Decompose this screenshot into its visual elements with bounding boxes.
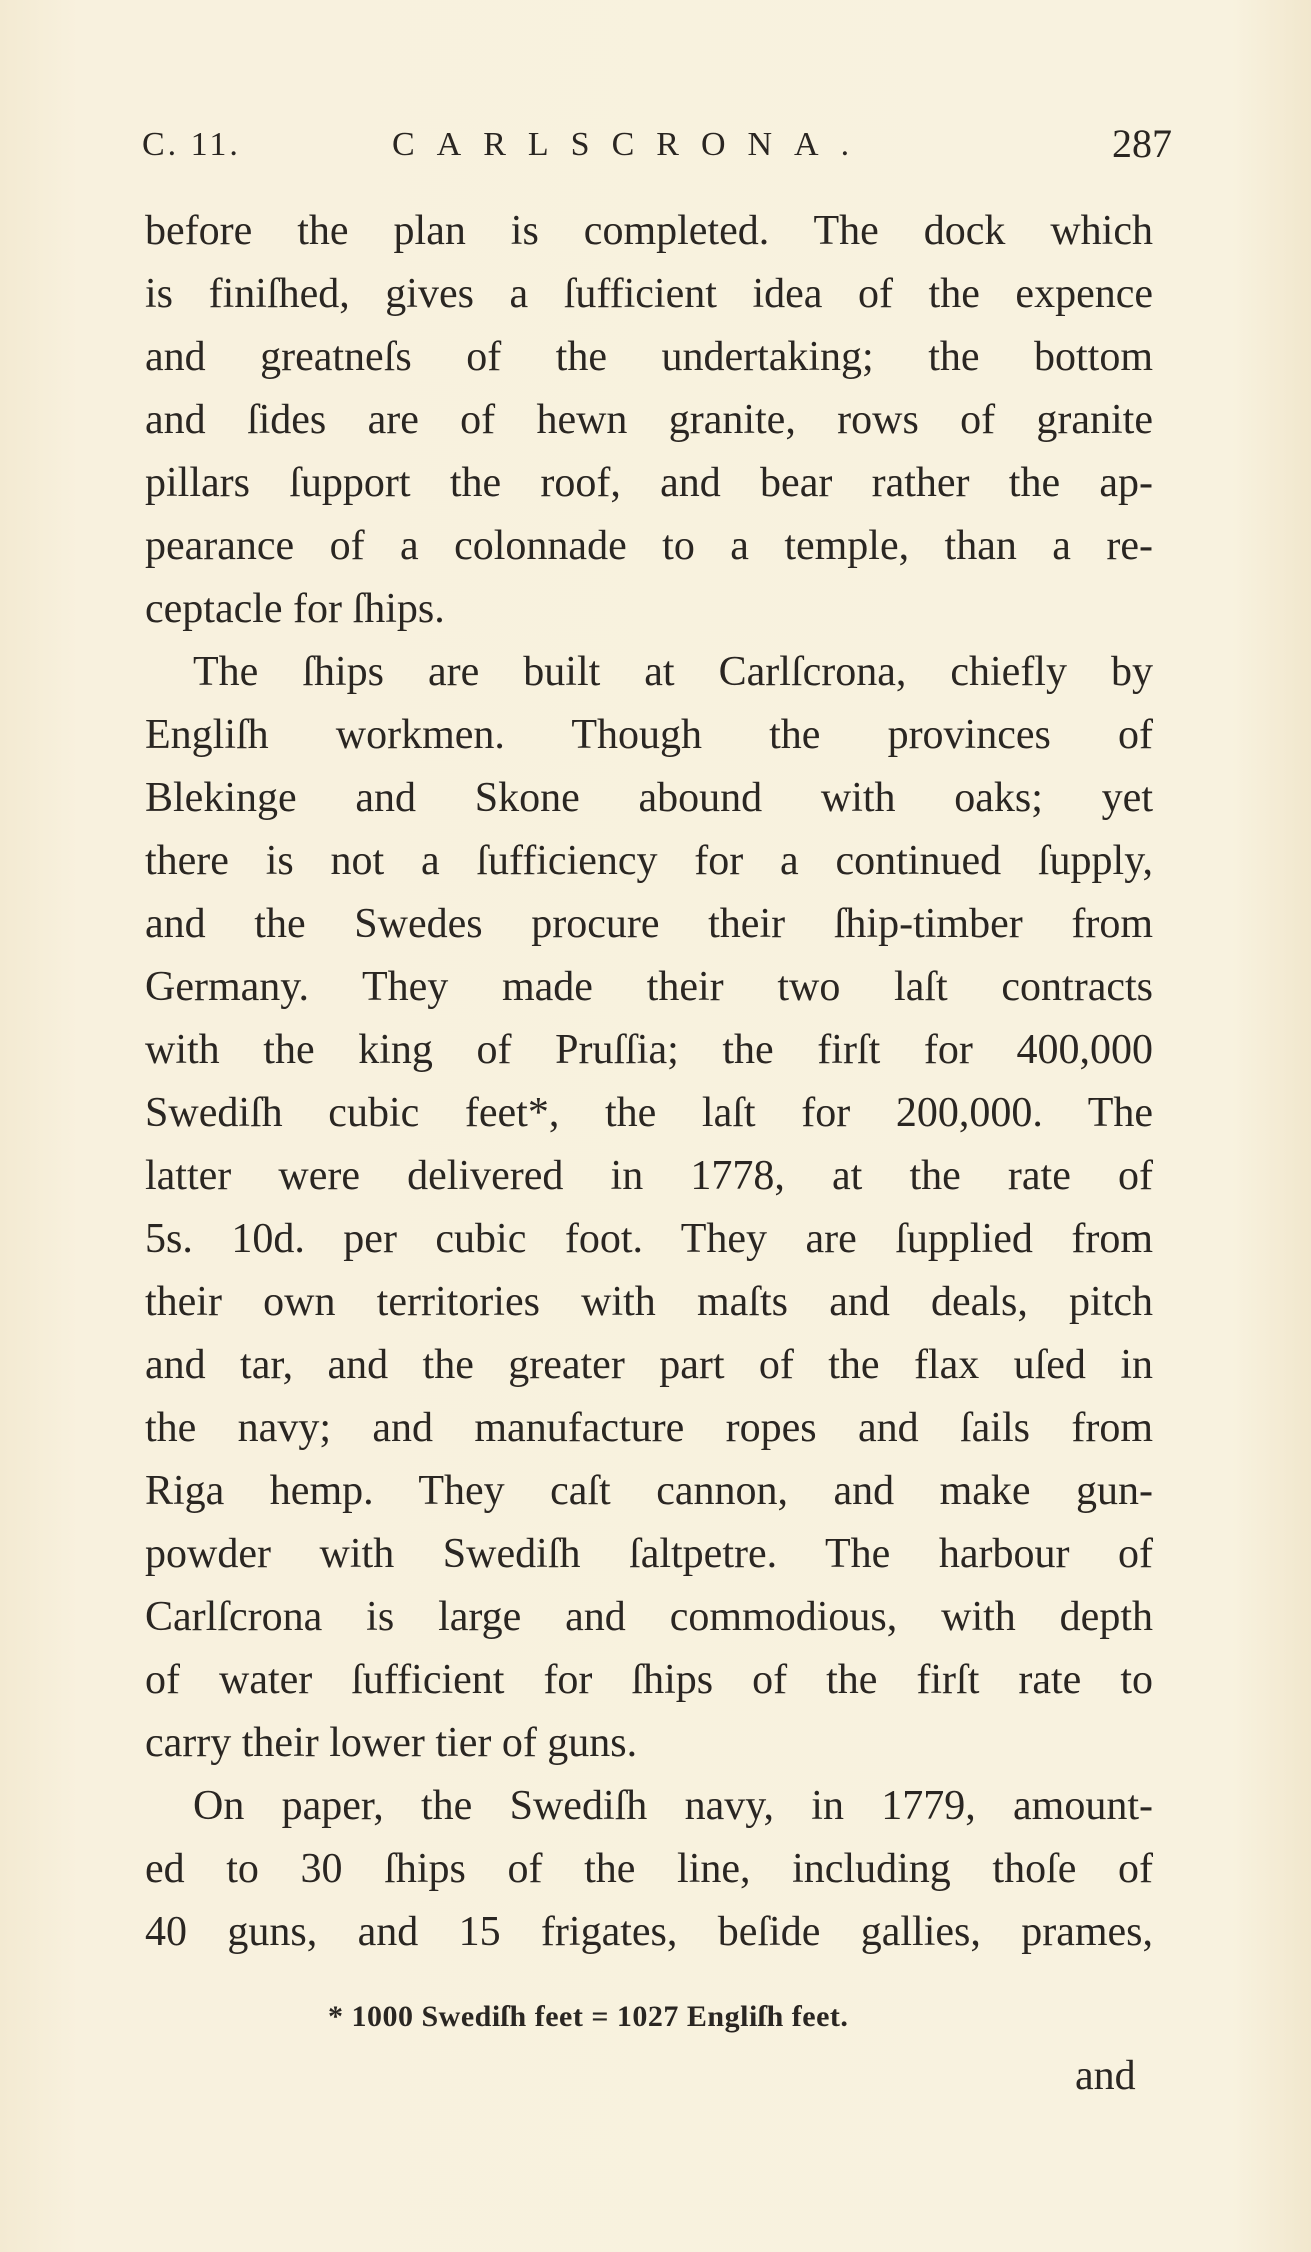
body-text [145, 200, 1153, 1964]
text-line: and tar, and the greater part of the flax uſed in [145, 1342, 1153, 1388]
text-line: 40 guns, and 15 frigates, beſide gallies, prames, [145, 1909, 1153, 1955]
running-title: CARLSCRONA. [392, 126, 872, 163]
text-line: powder with Swediſh ſaltpetre. The harbour of [145, 1531, 1153, 1577]
text-line: Swediſh cubic feet*, the laſt for 200,000. The [145, 1090, 1153, 1136]
text-line: and the Swedes procure their ſhip-timber from [145, 901, 1153, 947]
text-line: ed to 30 ſhips of the line, including thoſe of [145, 1846, 1153, 1892]
running-header [142, 120, 1172, 180]
catchword: and [1075, 2053, 1136, 2099]
text-line: Carlſcrona is large and commodious, with depth [145, 1594, 1153, 1640]
text-line: pillars ſupport the roof, and bear rather the ap- [145, 460, 1153, 506]
text-line: there is not a ſufficiency for a continued ſupply, [145, 838, 1153, 884]
text-line: and greatneſs of the undertaking; the bottom [145, 334, 1153, 380]
text-line: the navy; and manufacture ropes and ſails from [145, 1405, 1153, 1451]
text-line: before the plan is completed. The dock which [145, 208, 1153, 254]
text-line: their own territories with maſts and deals, pitch [145, 1279, 1153, 1325]
chapter-number: C. 11. [142, 126, 241, 163]
text-line: Riga hemp. They caſt cannon, and make gun- [145, 1468, 1153, 1514]
footnote: * 1000 Swediſh feet = 1027 Engliſh feet. [328, 2000, 849, 2033]
text-line: Germany. They made their two laſt contracts [145, 964, 1153, 1010]
text-line: is finiſhed, gives a ſufficient idea of the expence [145, 271, 1153, 317]
text-line: Blekinge and Skone abound with oaks; yet [145, 775, 1153, 821]
text-line: ceptacle for ſhips. [145, 586, 445, 632]
text-line: The ſhips are built at Carlſcrona, chiefly by [193, 649, 1153, 695]
page-number: 287 [1112, 121, 1172, 166]
text-line: 5s. 10d. per cubic foot. They are ſupplied from [145, 1216, 1153, 1262]
text-line: carry their lower tier of guns. [145, 1720, 638, 1766]
text-line: of water ſufficient for ſhips of the firſt rate to [145, 1657, 1153, 1703]
text-line: with the king of Pruſſia; the firſt for 400,000 [145, 1027, 1153, 1073]
text-line: Engliſh workmen. Though the provinces of [145, 712, 1153, 758]
text-line: and ſides are of hewn granite, rows of granite [145, 397, 1153, 443]
text-line: latter were delivered in 1778, at the rate of [145, 1153, 1153, 1199]
text-line: On paper, the Swediſh navy, in 1779, amount- [193, 1783, 1153, 1829]
text-line: pearance of a colonnade to a temple, than a re- [145, 523, 1153, 569]
